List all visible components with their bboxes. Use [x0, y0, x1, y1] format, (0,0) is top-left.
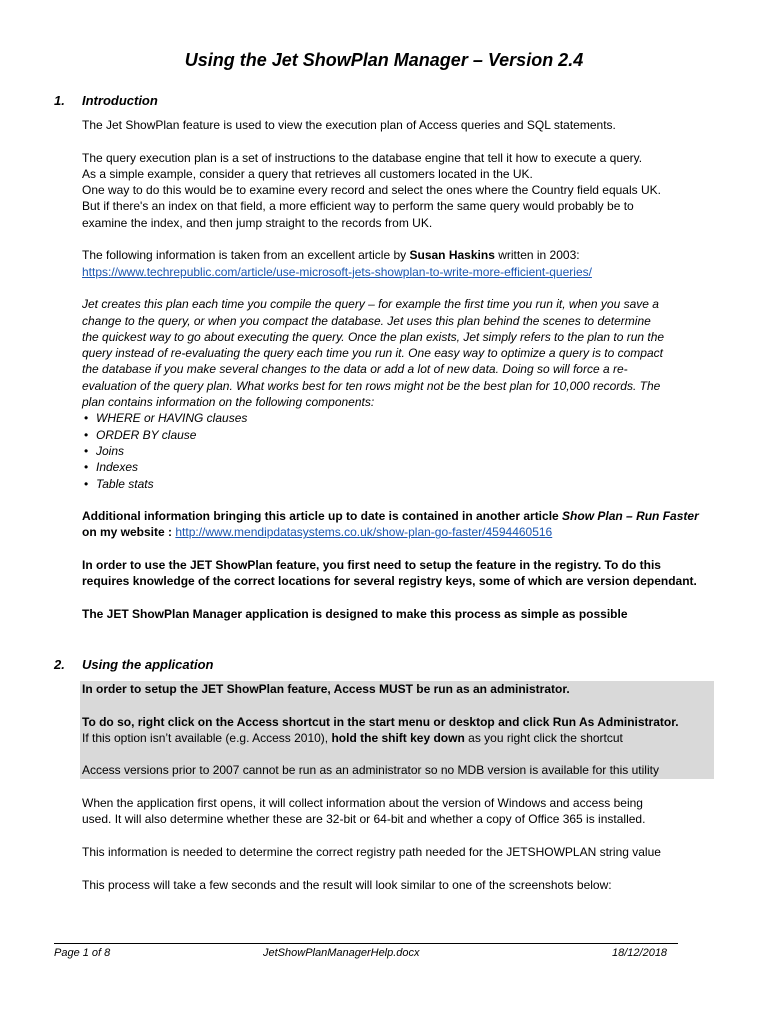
quoted-article [82, 296, 712, 410]
paragraph-line: In order to use the JET ShowPlan feature, you first need to setup the feature in the registry. To do this [82, 558, 661, 573]
article-title: Show Plan – Run Faster [562, 509, 699, 524]
paragraph-line: The query execution plan is a set of instructions to the database engine that tell it how to execute a query. [82, 150, 643, 165]
using-body [82, 681, 712, 893]
section-title: Introduction [82, 93, 158, 108]
additional-info-paragraph: Additional information bringing this article up to date is contained in another article Show Plan – Run Faster [82, 509, 699, 524]
quote-line: the quickest way to go about executing the query. Once the plan exists, Jet simply refers to the plan to run the [82, 329, 665, 344]
author-name: Susan Haskins [409, 248, 495, 263]
paragraph: The JET ShowPlan Manager application is designed to make this process as simple as possible [82, 606, 628, 621]
quote-line: evaluation of the query plan. What works best for ten rows might not be the best plan for 10,000 records. The [82, 378, 661, 393]
paragraph-line: used. It will also determine whether these are 32-bit or 64-bit and whether a copy of Office 365 is installed. [82, 812, 646, 827]
section-heading-using-the-application [54, 657, 213, 672]
quote-line: change to the query, or when you compact the database. Jet uses this plan behind the scenes to determine [82, 313, 651, 328]
footer-divider [54, 943, 678, 944]
footer-date: 18/12/2018 [612, 947, 668, 959]
article-link[interactable]: https://www.techrepublic.com/article/use-microsoft-jets-showplan-to-write-more-efficient-queries/ [82, 264, 592, 279]
paragraph-line: But if there's an index on that field, a more efficient way to perform the same query would probably be to [82, 199, 634, 214]
paragraph-line: One way to do this would be to examine every record and select the ones where the Country field equals UK. [82, 183, 661, 198]
section-number: 1. [54, 93, 65, 108]
source-paragraph: The following information is taken from an excellent article by Susan Haskins written in 2003: [82, 248, 580, 263]
notice-line: To do so, right click on the Access shortcut in the start menu or desktop and click Run As Administrator. [82, 714, 679, 729]
list-item: • WHERE or HAVING clauses [96, 410, 712, 426]
introduction-body: The Jet ShowPlan feature is used to view the execution plan of Access queries and SQL statements. The query execution plan is a set of instructions to the database engine that tell it how to execute a query. As a simple example, consider a query that retrieves all customers located in the UK. One way to do this would be to examine every record and select the ones where the Country field equals UK. But if there's an index on that field, a more efficient way to perform the same query would probably be to examine the index, and then jump straight to the records from UK. The following information is taken from an excellent article by Susan Haskins written in 2003: https://www.techrepublic.com/article/use-microsoft-jets-showplan-to-write-more-efficient-queries/ Jet creates this plan each time you compile the query – for example the first time you run it, when you save a change to the query, or when you compact the database. Jet uses this plan behind the scenes to determine the quickest way to go about executing the query. Once the plan exists, Jet simply refers to the plan to run the query instead of re-evaluating the query each time you run it. One easy way to optimize a query is to compact the database if you make several changes to the data or add a lot of new data. Doing so will force a re- evaluation of the query plan. What works best for ten rows might not be the best plan for 10,000 records. The plan contains information on the following components: • WHERE or HAVING clauses • ORDER BY clause • Joins • Indexes • Table stats Additional information bringing this article up to date is contained in another article Show Plan – Run Faster on my website : http://www.mendipdatasystems.co.uk/show-plan-go-faster/4594460516 In order to use the JET ShowPlan feature, you first need to setup the feature in the registry. To do this requires knowledge of the correct locations for several registry keys, some of which are version dependant. The JET ShowPlan Manager application is designed to make this process as simple as possible [82, 117, 712, 622]
document-title: Using the Jet ShowPlan Manager – Version 2.4 [184, 50, 584, 70]
paragraph-line: As a simple example, consider a query that retrieves all customers located in the UK. [82, 166, 533, 181]
paragraph: This process will take a few seconds and the result will look similar to one of the screenshots below: [82, 877, 612, 892]
paragraph-line: When the application first opens, it will collect information about the version of Windows and access being [82, 796, 643, 811]
footer-filename: JetShowPlanManagerHelp.docx [263, 947, 420, 959]
section-title: Using the application [82, 657, 214, 672]
footer-page-number: Page 1 of 8 [54, 947, 111, 959]
paragraph-line: examine the index, and then jump straight to the records from UK. [82, 215, 433, 230]
paragraph-line: requires knowledge of the correct locations for several registry keys, some of which are version dependant. [82, 574, 697, 589]
section-number: 2. [54, 657, 65, 672]
paragraph: The Jet ShowPlan feature is used to view the execution plan of Access queries and SQL statements. [82, 118, 616, 132]
section-heading-introduction [54, 93, 158, 108]
admin-notice-box [80, 681, 714, 779]
notice-line: If this option isn’t available (e.g. Access 2010), hold the shift key down as you right click the shortcut [82, 730, 623, 745]
list-item: • ORDER BY clause [96, 427, 712, 443]
list-item: • Indexes [96, 459, 712, 475]
quote-line: the database if you make several changes to the data or add a lot of new data. Doing so will force a re- [82, 362, 628, 377]
website-link[interactable]: http://www.mendipdatasystems.co.uk/show-plan-go-faster/4594460516 [175, 525, 553, 540]
notice-line: In order to setup the JET ShowPlan feature, Access MUST be run as an administrator. [82, 682, 570, 696]
paragraph: This information is needed to determine the correct registry path needed for the JETSHOWPLAN string value [82, 844, 661, 859]
list-item: • Table stats [96, 476, 712, 492]
quote-line: query instead of re-evaluating the query each time you run it. One easy way to optimize a query is to compact [82, 346, 663, 361]
components-list [82, 410, 712, 491]
list-item: • Joins [96, 443, 712, 459]
quote-line: Jet creates this plan each time you compile the query – for example the first time you run it, when you save a [82, 297, 659, 312]
notice-line: Access versions prior to 2007 cannot be run as an administrator so no MDB version is available for this utility [82, 763, 659, 778]
quote-line: plan contains information on the following components: [82, 395, 375, 410]
